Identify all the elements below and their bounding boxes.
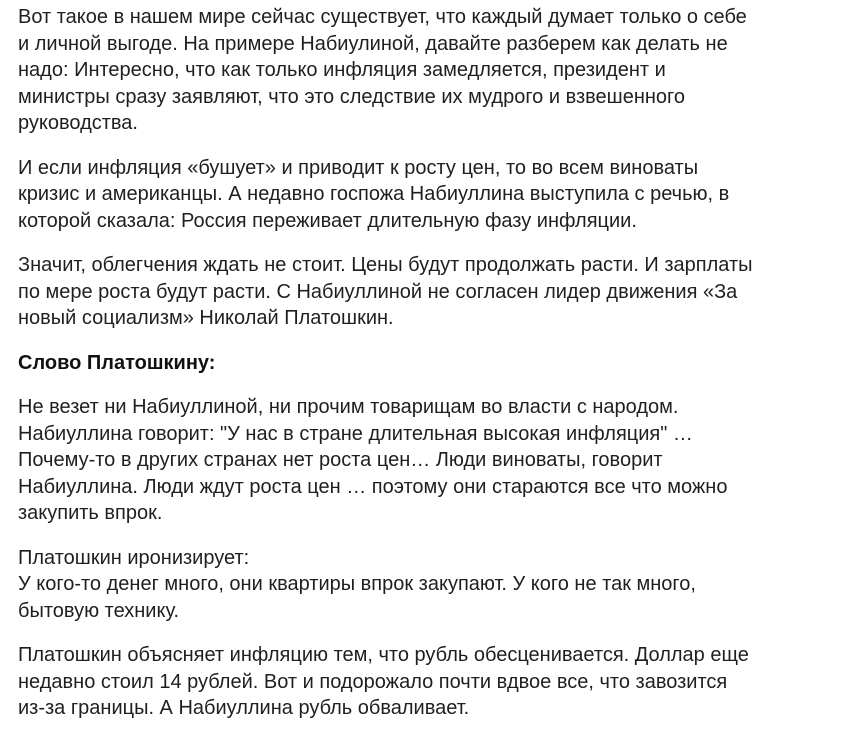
paragraph-1: [18, 4, 838, 137]
text-line: Набиуллина говорит: "У нас в стране длительная высокая инфляция" …: [18, 422, 693, 445]
paragraph-5: [18, 545, 838, 625]
text-line: и личной выгоде. На примере Набиулиной, давайте разберем как делать не: [18, 32, 728, 55]
text-line: руководства.: [18, 112, 138, 134]
text-line: новый социализм» Николай Платошкин.: [18, 307, 394, 329]
section-heading: Слово Платошкину:: [18, 351, 216, 374]
text-line: надо: Интересно, что как только инфляция замедляется, президент и: [18, 59, 666, 81]
text-line: министры сразу заявляют, что это следствие их мудрого и взвешенного: [18, 85, 686, 108]
text-line: Набиуллина. Люди ждут роста цен … поэтому они стараются все что можно: [18, 475, 728, 498]
text-line: Платошкин объясняет инфляцию тем, что рубль обесценивается. Доллар еще: [18, 644, 749, 666]
paragraph-3: [18, 252, 838, 332]
text-line: Почему-то в других странах нет роста цен… Люди виноваты, говорит: [18, 449, 663, 471]
text-line: Вот такое в нашем мире сейчас существует, что каждый думает только о себе: [18, 6, 747, 28]
paragraph-6: [18, 642, 838, 722]
text-line: Платошкин иронизирует:: [18, 546, 250, 569]
text-line: кризис и американцы. А недавно госпожа Набиуллина выступила с речью, в: [18, 183, 730, 205]
text-line: из-за границы. А Набиуллина рубль обваливает.: [18, 697, 470, 719]
article-body: [18, 4, 838, 740]
text-line: Значит, облегчения ждать не стоит. Цены будут продолжать расти. И зарплаты: [18, 254, 753, 276]
text-line: бытовую технику.: [18, 599, 179, 622]
text-line: закупить впрок.: [18, 502, 163, 524]
paragraph-2: [18, 155, 838, 235]
text-line: И если инфляция «бушует» и приводит к росту цен, то во всем виноваты: [18, 156, 699, 179]
text-line: по мере роста будут расти. С Набиуллиной не согласен лидер движения «За: [18, 280, 738, 303]
text-line: недавно стоил 14 рублей. Вот и подорожало почти вдвое все, что завозится: [18, 670, 728, 693]
paragraph-4: [18, 394, 838, 527]
text-line: которой сказала: Россия переживает длительную фазу инфляции.: [18, 209, 637, 232]
text-line: Не везет ни Набиуллиной, ни прочим товарищам во власти с народом.: [18, 396, 679, 418]
text-line: У кого-то денег много, они квартиры впрок закупают. У кого не так много,: [18, 573, 696, 595]
